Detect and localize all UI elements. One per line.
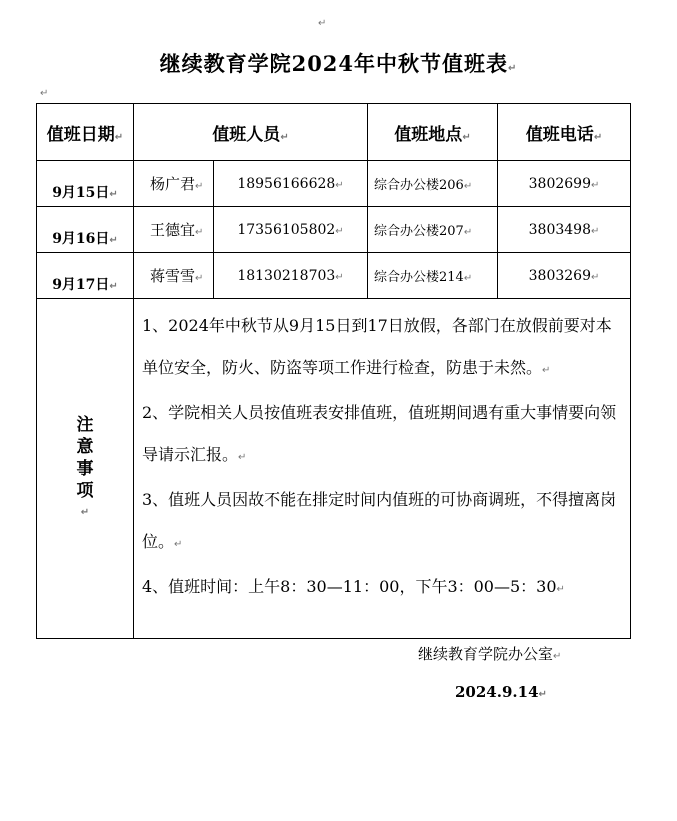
duty-location: 综合办公楼206↵	[368, 161, 498, 207]
duty-table	[36, 103, 631, 639]
notes-row	[37, 299, 631, 639]
duty-tel: 3803269↵	[498, 253, 631, 299]
document-title: 继续教育学院2024年中秋节值班表↵	[159, 51, 518, 76]
note-item: 3、值班人员因故不能在排定时间内值班的可协商调班，不得擅离岗位。↵	[142, 490, 617, 551]
duty-date: 9月15日↵	[37, 161, 134, 207]
table-row	[37, 161, 631, 207]
header-phone: 值班电话↵	[498, 104, 631, 161]
duty-person: 蒋雪雪↵	[134, 253, 214, 299]
duty-person: 王德宜↵	[134, 207, 214, 253]
duty-location: 综合办公楼207↵	[368, 207, 498, 253]
table-header-row	[37, 104, 631, 161]
header-date: 值班日期↵	[37, 104, 134, 161]
duty-person: 杨广君↵	[134, 161, 214, 207]
signature-office: 继续教育学院办公室↵	[418, 645, 562, 663]
note-item: 2、学院相关人员按值班表安排值班，值班期间遇有重大事情要向领导请示汇报。↵	[142, 403, 617, 464]
duty-date: 9月16日↵	[37, 207, 134, 253]
duty-tel: 3802699↵	[498, 161, 631, 207]
header-person: 值班人员↵	[134, 104, 368, 161]
table-row	[37, 207, 631, 253]
duty-tel: 3803498↵	[498, 207, 631, 253]
paragraph-mark: ↵	[40, 88, 49, 99]
duty-date: 9月17日↵	[37, 253, 134, 299]
header-location: 值班地点↵	[368, 104, 498, 161]
note-item: 4、值班时间：上午8：30—11：00，下午3：00—5：30↵	[142, 577, 565, 596]
signature-date: 2024.9.14↵	[455, 683, 547, 701]
duty-mobile: 18130218703↵	[214, 253, 368, 299]
note-item: 1、2024年中秋节从9月15日到17日放假，各部门在放假前要对本单位安全，防火、防盗等项工作进行检查，防患于未然。↵	[142, 316, 612, 377]
duty-location: 综合办公楼214↵	[368, 253, 498, 299]
duty-mobile: 18956166628↵	[214, 161, 368, 207]
notes-content	[134, 299, 631, 639]
duty-mobile: 17356105802↵	[214, 207, 368, 253]
table-row	[37, 253, 631, 299]
paragraph-mark: ↵	[318, 18, 327, 29]
notes-label: 注 意 事 项 ↵	[37, 299, 134, 639]
